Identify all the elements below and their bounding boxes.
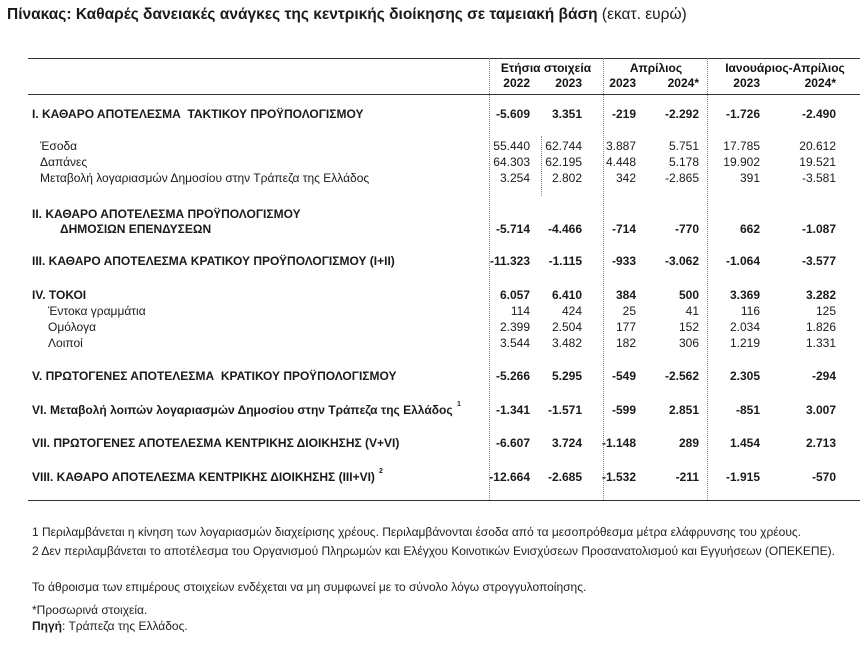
cell-value: 25 (622, 304, 636, 318)
cell-value: 114 (510, 304, 530, 318)
column-separator (707, 58, 708, 500)
cell-value: 1.331 (805, 336, 836, 350)
table-bottom-rule (28, 500, 860, 501)
year-col-3: 2023 (609, 76, 636, 90)
cell-value: -851 (735, 403, 760, 417)
cell-value: -2.562 (664, 369, 699, 383)
cell-value: 1.454 (729, 436, 760, 450)
cell-value: -1.726 (725, 107, 760, 121)
cell-value: 1.219 (729, 336, 760, 350)
group-april: Απρίλιος (629, 61, 683, 75)
row-label: II. ΚΑΘΑΡΟ ΑΠΟΤΕΛΕΣΜΑ ΠΡΟΫΠΟΛΟΓΙΣΜΟΥ (32, 207, 301, 221)
cell-value: -1.064 (725, 254, 760, 268)
cell-value: -570 (811, 470, 836, 484)
cell-value: 6.410 (551, 288, 582, 302)
cell-value: 3.254 (499, 171, 530, 185)
group-annual: Ετήσια στοιχεία (500, 61, 592, 75)
cell-value: 2.713 (805, 436, 836, 450)
cell-value: -11.323 (489, 254, 530, 268)
row-label: Ομόλογα (48, 320, 97, 334)
cell-value: 424 (561, 304, 582, 318)
group-jan-april: Ιανουάριος-Απρίλιος (725, 61, 845, 75)
cell-value: -2.865 (664, 171, 699, 185)
row-label: Έσοδα (40, 139, 78, 153)
cell-value: 62.195 (545, 155, 582, 169)
cell-value: -5.609 (495, 107, 530, 121)
cell-value: -599 (611, 403, 636, 417)
table-row (0, 436, 865, 452)
cell-value: -3.581 (801, 171, 836, 185)
cell-value: 4.448 (605, 155, 636, 169)
table-row (0, 470, 865, 486)
cell-value: -3.577 (801, 254, 836, 268)
cell-value: -1.915 (725, 470, 760, 484)
cell-value: 3.282 (805, 288, 836, 302)
header-top-rule (28, 58, 860, 59)
cell-value: 19.521 (799, 155, 836, 169)
cell-value: -219 (611, 107, 636, 121)
cell-value: -4.466 (547, 222, 582, 236)
footnote-2: 2 Δεν περιλαμβάνεται το αποτέλεσμα του Οργανισμού Πληρωμών και Ελέγχου Κοινοτικών Ενισχύσεων Προσανατολισμού και Εγγυήσεων (ΟΠΕΚΕΠΕ). (32, 544, 835, 558)
cell-value: 384 (615, 288, 636, 302)
row-label: III. ΚΑΘΑΡΟ ΑΠΟΤΕΛΕΣΜΑ ΚΡΑΤΙΚΟΥ ΠΡΟΫΠΟΛΟΓΙΣΜΟΥ (I+II) (32, 254, 395, 268)
cell-value: 3.887 (605, 139, 636, 153)
cell-value: -2.292 (664, 107, 699, 121)
year-col-4: 2024* (667, 76, 699, 90)
cell-value: -1.115 (548, 254, 582, 268)
cell-value: 500 (678, 288, 699, 302)
cell-value: 289 (678, 436, 699, 450)
cell-value: 152 (678, 320, 699, 334)
cell-value: -933 (611, 254, 636, 268)
source-note (32, 619, 188, 633)
table-row (0, 254, 865, 270)
cell-value: -5.266 (495, 369, 530, 383)
year-col-6: 2024* (804, 76, 836, 90)
header-bottom-rule (28, 94, 860, 95)
cell-value: 182 (615, 336, 636, 350)
cell-value: 306 (678, 336, 699, 350)
cell-value: -1.087 (801, 222, 836, 236)
cell-value: 5.178 (668, 155, 699, 169)
row-label: VIII. ΚΑΘΑΡΟ ΑΠΟΤΕΛΕΣΜΑ ΚΕΝΤΡΙΚΗΣ ΔΙΟΙΚΗΣΗΣ (III+VI) (32, 470, 375, 484)
cell-value: -1.532 (601, 470, 636, 484)
rounding-note: Το άθροισμα των επιμέρους στοιχείων ενδέχεται να μη συμφωνεί με το σύνολο λόγω στρογγυλοποίησης. (32, 580, 587, 594)
table-row (0, 107, 865, 123)
cell-value: -5.714 (495, 222, 530, 236)
row-label-line-2: ΔΗΜΟΣΙΩΝ ΕΠΕΝΔΥΣΕΩΝ (60, 222, 212, 236)
table-row (0, 336, 865, 352)
table-title (7, 6, 687, 24)
source-label: Πηγή (32, 619, 62, 633)
cell-value: 116 (740, 304, 760, 318)
cell-value: 2.504 (551, 320, 582, 334)
row-label: I. ΚΑΘΑΡΟ ΑΠΟΤΕΛΕΣΜΑ ΤΑΚΤΙΚΟΥ ΠΡΟΫΠΟΛΟΓΙΣΜΟΥ (32, 107, 364, 121)
cell-value: 662 (739, 222, 760, 236)
cell-value: -2.490 (801, 107, 836, 121)
cell-value: 2.851 (668, 403, 699, 417)
cell-value: 62.744 (545, 139, 582, 153)
row-label: VI. Μεταβολή λοιπών λογαριασμών Δημοσίου στην Τράπεζα της Ελλάδος (32, 403, 453, 417)
cell-value: 64.303 (493, 155, 530, 169)
cell-value: -770 (674, 222, 699, 236)
cell-value: -294 (811, 369, 836, 383)
cell-value: 342 (615, 171, 636, 185)
row-label: Λοιποί (48, 336, 83, 350)
row-label: V. ΠΡΩΤΟΓΕΝΕΣ ΑΠΟΤΕΛΕΣΜΑ ΚΡΑΤΙΚΟΥ ΠΡΟΫΠΟΛΟΓΙΣΜΟΥ (32, 369, 397, 383)
table-row (0, 171, 865, 187)
cell-value: -6.607 (495, 436, 530, 450)
cell-value: -1.571 (547, 403, 582, 417)
column-separator (603, 58, 604, 500)
footnote-marker: 2 (379, 468, 383, 475)
table-row (0, 403, 865, 419)
footnote-marker: 1 (457, 401, 461, 408)
row-label: IV. ΤΟΚΟΙ (32, 288, 87, 302)
cell-value: 3.544 (499, 336, 530, 350)
provisional-note: *Προσωρινά στοιχεία. (32, 603, 148, 617)
row-label: VII. ΠΡΩΤΟΓΕΝΕΣ ΑΠΟΤΕΛΕΣΜΑ ΚΕΝΤΡΙΚΗΣ ΔΙΟΙΚΗΣΗΣ (V+VI) (32, 436, 400, 450)
cell-value: -211 (675, 470, 699, 484)
table-row (0, 155, 865, 171)
cell-value: -3.062 (664, 254, 699, 268)
cell-value: -714 (611, 222, 636, 236)
cell-value: -1.341 (495, 403, 530, 417)
table-row (0, 207, 865, 236)
row-label: Δαπάνες (40, 155, 88, 169)
cell-value: 6.057 (499, 288, 530, 302)
cell-value: 55.440 (493, 139, 530, 153)
cell-value: 125 (815, 304, 836, 318)
source-text: : Τράπεζα της Ελλάδος. (62, 619, 188, 633)
year-col-1: 2022 (503, 76, 530, 90)
cell-value: 19.902 (723, 155, 760, 169)
row-label: Μεταβολή λογαριασμών Δημοσίου στην Τράπεζα της Ελλάδος (40, 171, 370, 185)
cell-value: -549 (611, 369, 636, 383)
cell-value: -12.664 (489, 470, 530, 484)
title-unit: (εκατ. ευρώ) (601, 6, 687, 23)
cell-value: 3.482 (551, 336, 582, 350)
cell-value: 3.007 (805, 403, 836, 417)
cell-value: -2.685 (547, 470, 582, 484)
year-col-5: 2023 (733, 76, 760, 90)
footnote-1: 1 Περιλαμβάνεται η κίνηση των λογαριασμών διαχείρισης χρέους. Περιλαμβάνονται έσοδα από τα μεσοπρόθεσμα μέτρα ελάφρυνσης του χρέους. (32, 525, 802, 539)
cell-value: 41 (685, 304, 699, 318)
cell-value: -1.148 (601, 436, 636, 450)
cell-value: 2.399 (499, 320, 530, 334)
title-main: Πίνακας: Καθαρές δανειακές ανάγκες της κεντρικής διοίκησης σε ταμειακή βάση (7, 6, 598, 23)
cell-value: 2.802 (551, 171, 582, 185)
cell-value: 5.751 (668, 139, 699, 153)
cell-value: 5.295 (551, 369, 582, 383)
table-row (0, 288, 865, 304)
cell-value: 391 (739, 171, 760, 185)
year-col-2: 2023 (555, 76, 582, 90)
table-row (0, 369, 865, 385)
column-separator (489, 58, 490, 500)
row-label: Έντοκα γραμμάτια (48, 304, 146, 318)
table-row (0, 320, 865, 336)
cell-value: 2.034 (729, 320, 760, 334)
cell-value: 3.724 (551, 436, 582, 450)
cell-value: 3.369 (729, 288, 760, 302)
cell-value: 17.785 (723, 139, 760, 153)
cell-value: 177 (615, 320, 636, 334)
cell-value: 1.826 (805, 320, 836, 334)
cell-value: 3.351 (551, 107, 582, 121)
table-row (0, 304, 865, 320)
cell-value: 20.612 (799, 139, 836, 153)
cell-value: 2.305 (729, 369, 760, 383)
table-row (0, 139, 865, 155)
